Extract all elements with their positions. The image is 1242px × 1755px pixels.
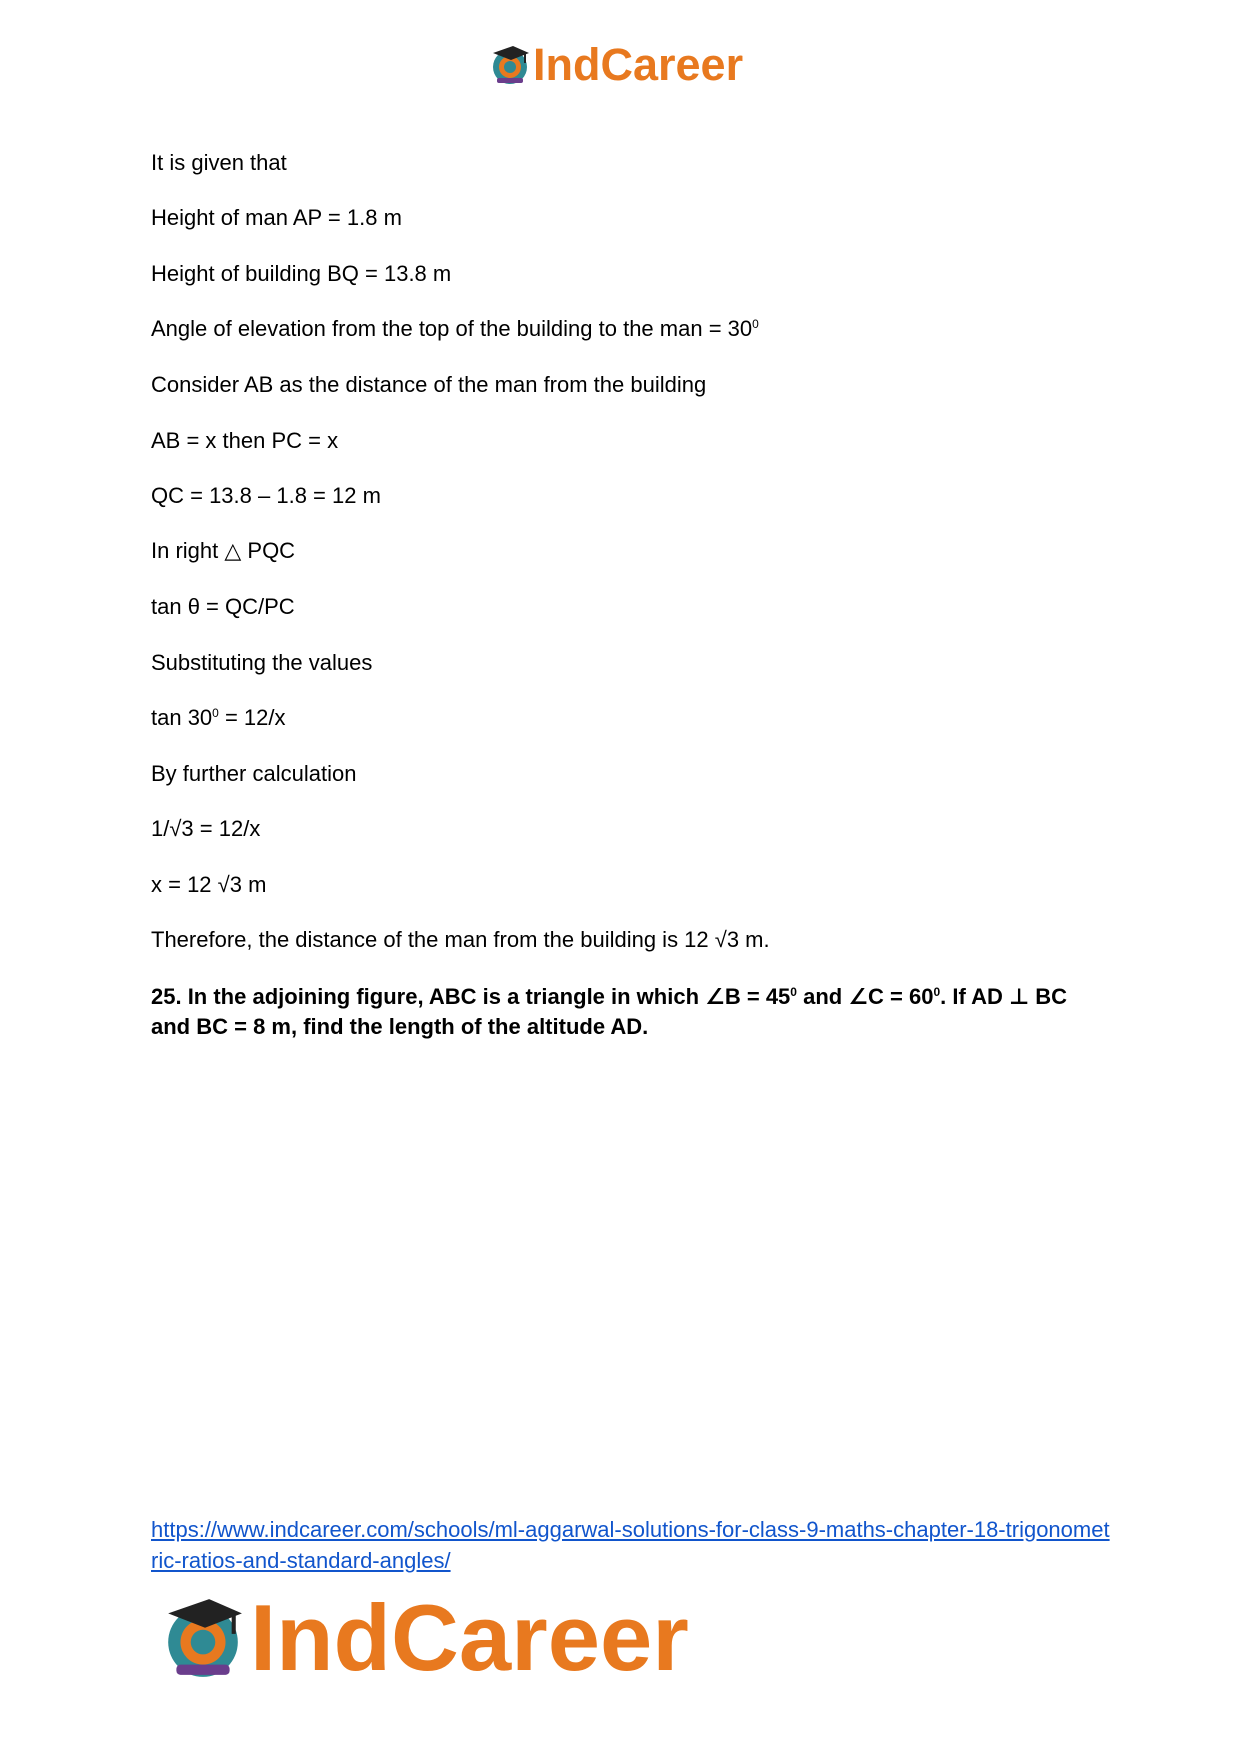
degree-superscript: 0 bbox=[212, 706, 219, 720]
text-segment: tan 30 bbox=[151, 705, 213, 730]
text-line: AB = x then PC = x bbox=[151, 428, 339, 453]
text-line: Consider AB as the distance of the man from the building bbox=[151, 372, 707, 397]
degree-superscript: 0 bbox=[933, 985, 941, 999]
footer-logo-text: IndCareer bbox=[250, 1585, 689, 1690]
text-line bbox=[151, 705, 286, 731]
header-logo bbox=[489, 40, 743, 90]
text-line: 1/√3 = 12/x bbox=[151, 816, 261, 841]
text-line: It is given that bbox=[151, 150, 287, 175]
text-line: QC = 13.8 – 1.8 = 12 m bbox=[151, 483, 381, 508]
source-link[interactable]: https://www.indcareer.com/schools/ml-aggarwal-solutions-for-class-9-maths-chapter-18-trigonometric-ratios-and-standard-angles/ bbox=[151, 1517, 1110, 1573]
text-line bbox=[151, 316, 759, 342]
graduation-globe-icon bbox=[160, 1595, 246, 1681]
text-line: By further calculation bbox=[151, 761, 357, 786]
text-segment: = 12/x bbox=[218, 705, 286, 730]
footer-logo bbox=[160, 1585, 689, 1690]
question-segment: and ∠C = 60 bbox=[796, 984, 934, 1009]
text-line: In right △ PQC bbox=[151, 538, 296, 563]
header-logo-text: IndCareer bbox=[533, 39, 744, 90]
degree-superscript: 0 bbox=[752, 317, 759, 331]
text-line: x = 12 √3 m bbox=[151, 872, 267, 897]
question-segment: . If AD ⊥ BC and BC = 8 m, find the length of the altitude AD. bbox=[151, 984, 1068, 1039]
text-line: Height of building BQ = 13.8 m bbox=[151, 261, 452, 286]
graduation-globe-icon bbox=[489, 44, 531, 86]
text-line: tan θ = QC/PC bbox=[151, 594, 295, 619]
text-line: Height of man AP = 1.8 m bbox=[151, 205, 402, 230]
text-segment: Angle of elevation from the top of the building to the man = 30 bbox=[151, 316, 753, 341]
text-line: Therefore, the distance of the man from the building is 12 √3 m. bbox=[151, 927, 770, 952]
text-line: Substituting the values bbox=[151, 650, 373, 675]
question-25 bbox=[151, 982, 1091, 1042]
degree-superscript: 0 bbox=[790, 985, 797, 999]
question-segment: 25. In the adjoining figure, ABC is a triangle in which ∠B = 45 bbox=[151, 984, 791, 1009]
